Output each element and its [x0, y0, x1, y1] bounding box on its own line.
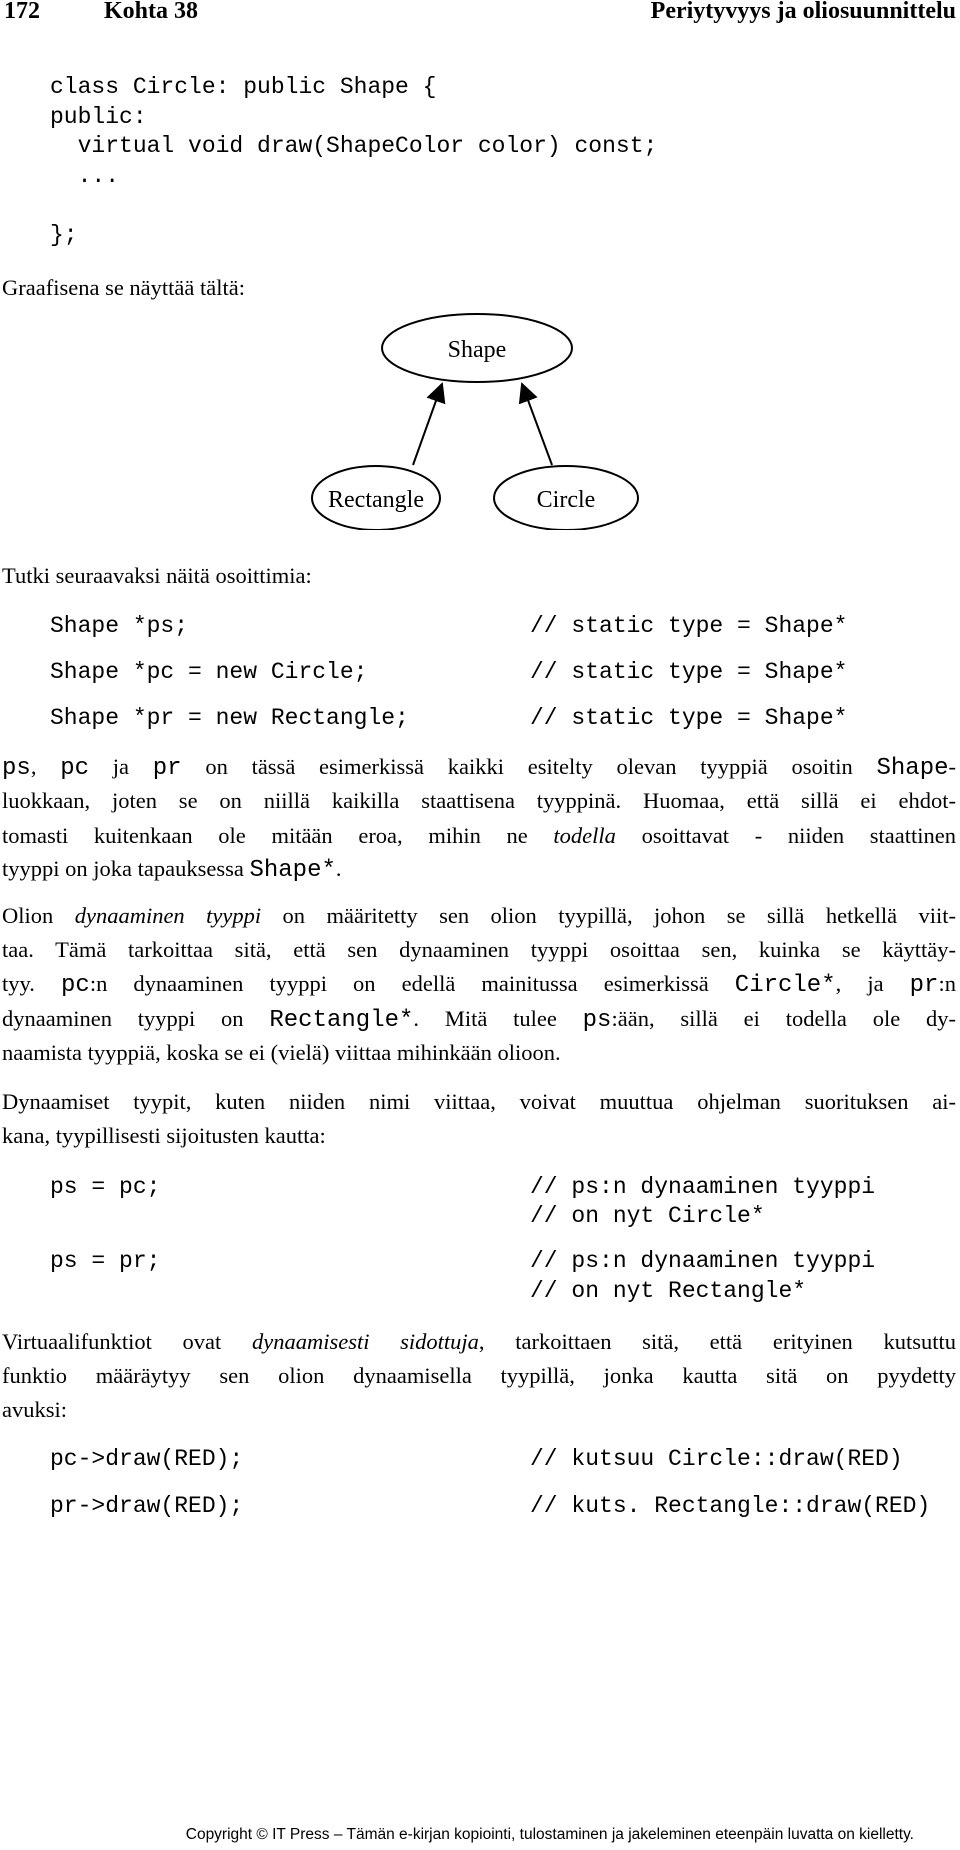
copyright-footer: Copyright © IT Press – Tämän e-kirjan kopiointi, tulostaminen ja jakeleminen eteenpäin luvatta on kielletty. [185, 1826, 914, 1843]
paragraph-line: funktio määräytyy sen olion dynaamisella tyypillä, jonka kautta sitä on pyydetty [2, 1363, 956, 1388]
code-line: ... [50, 163, 120, 189]
code-comment: // static type = Shape* [530, 705, 848, 731]
code-line: Shape *ps; [50, 613, 189, 639]
paragraph-line: ps, pc ja pr on tässä esimerkissä kaikki esitelty olevan tyyppiä osoitin Shape- [2, 754, 956, 782]
code-comment: // kutsuu Circle::draw(RED) [530, 1446, 903, 1472]
running-header [0, 0, 960, 30]
code-comment: // on nyt Circle* [530, 1203, 765, 1229]
code-comment: // ps:n dynaaminen tyyppi [530, 1248, 876, 1274]
chapter-label: Kohta 38 [104, 0, 199, 24]
code-line: }; [50, 222, 78, 248]
paragraph-line: Dynaamiset tyypit, kuten niiden nimi viittaa, voivat muuttua ohjelman suorituksen ai- [2, 1089, 956, 1114]
page-number: 172 [4, 0, 40, 24]
paragraph-graph-intro: Graafisena se näyttää tältä: [2, 275, 245, 300]
code-line: Shape *pr = new Rectangle; [50, 705, 409, 731]
code-line: Shape *pc = new Circle; [50, 659, 368, 685]
rectangle-node-label: Rectangle [328, 487, 424, 513]
paragraph-line: avuksi: [2, 1397, 67, 1422]
paragraph-line: naamista tyyppiä, koska se ei (vielä) viittaa mihinkään olioon. [2, 1040, 561, 1065]
inheritance-diagram [0, 310, 960, 530]
code-comment: // static type = Shape* [530, 613, 848, 639]
paragraph-line: tyy. pc:n dynaaminen tyyppi on edellä mainitussa esimerkissä Circle*, ja pr:n [2, 971, 956, 999]
paragraph-line: taa. Tämä tarkoittaa sitä, että sen dynaaminen tyyppi osoittaa sen, kuinka se käyttäy- [2, 937, 956, 962]
code-comment: // ps:n dynaaminen tyyppi [530, 1174, 876, 1200]
paragraph-pointers-intro: Tutki seuraavaksi näitä osoittimia: [2, 563, 312, 588]
circle-inherits-arrow [522, 384, 552, 465]
code-line: pr->draw(RED); [50, 1493, 244, 1519]
code-line: ps = pr; [50, 1248, 161, 1274]
code-line: class Circle: public Shape { [50, 74, 437, 100]
paragraph-line: dynaaminen tyyppi on Rectangle*. Mitä tulee ps:ään, sillä ei todella ole dy- [2, 1006, 957, 1034]
code-comment: // static type = Shape* [530, 659, 848, 685]
code-comment: // kuts. Rectangle::draw(RED) [530, 1493, 931, 1519]
paragraph-line: tyyppi on joka tapauksessa Shape*. [2, 856, 342, 884]
rectangle-inherits-arrow [413, 384, 442, 465]
code-line: virtual void draw(ShapeColor color) const; [50, 133, 658, 159]
code-line: ps = pc; [50, 1174, 161, 1200]
code-line: public: [50, 104, 147, 130]
paragraph-line: Virtuaalifunktiot ovat dynaamisesti sidottuja, tarkoittaen sitä, että erityinen kutsuttu [2, 1329, 956, 1354]
chapter-title: Periytyvyys ja oliosuunnittelu [650, 0, 956, 24]
code-line: pc->draw(RED); [50, 1446, 244, 1472]
paragraph-line: Olion dynaaminen tyyppi on määritetty sen olion tyypillä, johon se sillä hetkellä viit- [2, 903, 956, 928]
shape-node-label: Shape [447, 337, 507, 363]
circle-node-label: Circle [536, 487, 596, 513]
paragraph-line: luokkaan, joten se on niillä kaikilla staattisena tyyppinä. Huomaa, että sillä ei ehdot- [2, 788, 956, 813]
code-comment: // on nyt Rectangle* [530, 1278, 807, 1304]
paragraph-line: tomasti kuitenkaan ole mitään eroa, mihin ne todella osoittavat - niiden staattinen [2, 823, 956, 848]
paragraph-line: kana, tyypillisesti sijoitusten kautta: [2, 1123, 326, 1148]
